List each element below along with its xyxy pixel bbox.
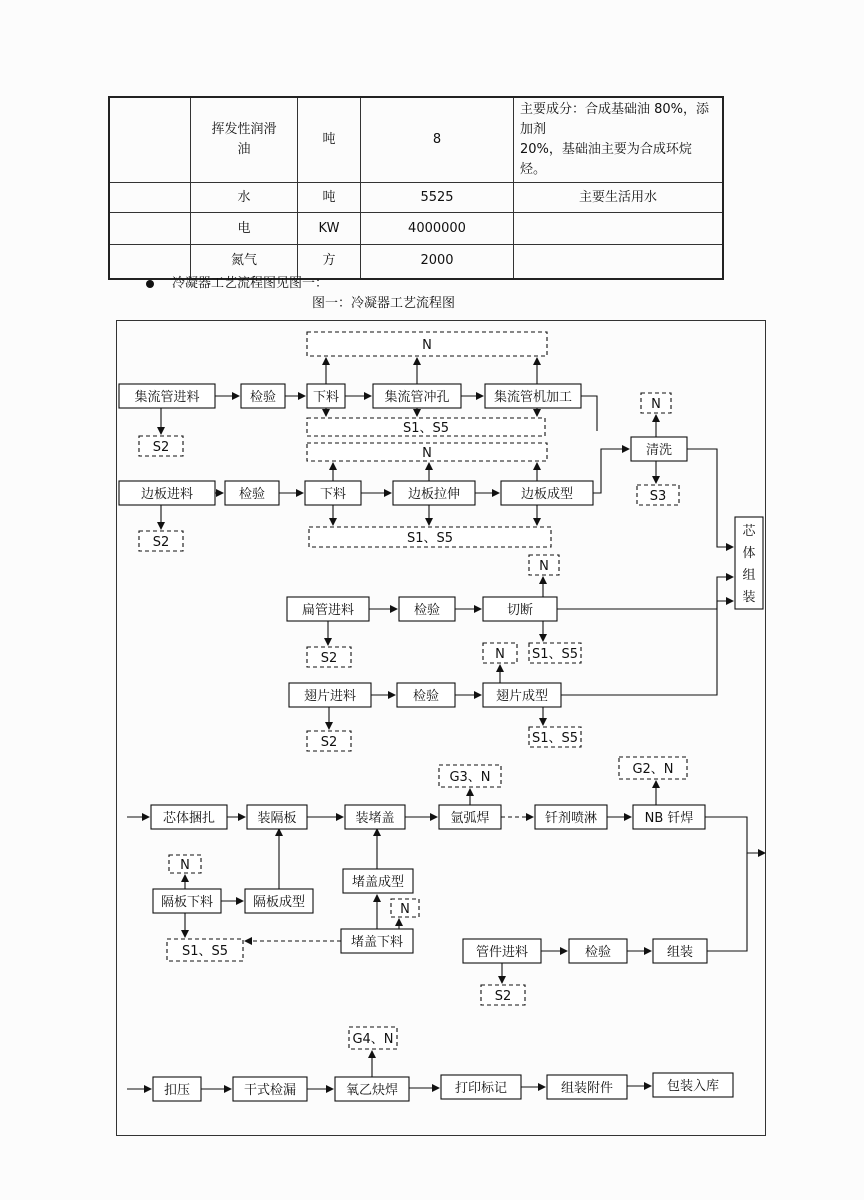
flow-node-nb-brazing: [633, 805, 705, 829]
flow-node-label: 隔板成型: [252, 895, 306, 910]
table-cell: 主要生活用水: [514, 183, 724, 213]
flow-node-label: 清洗: [645, 443, 673, 458]
table-cell: 方: [298, 245, 361, 279]
flow-node-dry-leak-test: [233, 1077, 307, 1101]
figure-caption: 图一：冷凝器工艺流程图: [312, 296, 456, 311]
table-cell: 氮气: [191, 245, 298, 279]
flow-node-assembly: [653, 939, 707, 963]
flow-node-g2n: [619, 757, 687, 779]
flow-node-label: N: [495, 647, 505, 662]
flow-node-label: N: [422, 338, 432, 353]
table-cell: KW: [298, 213, 361, 245]
flow-node-assemble-accessories: [547, 1075, 627, 1099]
flow-node-s1s5-1: [307, 418, 545, 436]
flow-node-flux-spraying: [535, 805, 607, 829]
table-cell: 水: [191, 183, 298, 213]
flow-node-label: S2: [152, 440, 170, 455]
flow-node-label: N: [539, 559, 549, 574]
flow-arrow: [687, 449, 733, 547]
flow-node-core-assembly: [735, 517, 763, 609]
flow-node-print-marking: [441, 1075, 521, 1099]
flow-node-label: 集流管冲孔: [384, 390, 450, 405]
flow-node-label: 组装附件: [560, 1081, 614, 1096]
flow-node-inspect-5: [569, 939, 627, 963]
flow-node-label: N: [180, 858, 190, 873]
flow-node-label-char: 组: [742, 568, 756, 583]
flow-node-label: 装堵盖: [355, 811, 395, 826]
flow-node-label: 装隔板: [257, 811, 297, 826]
flow-node-inspect-3: [399, 597, 455, 621]
table-cell: 8: [361, 97, 514, 183]
flow-arrow: [707, 853, 747, 951]
flow-node-label: G3、N: [449, 770, 491, 785]
flow-node-s2-5: [481, 985, 525, 1005]
table-cell: 吨: [298, 183, 361, 213]
flow-node-label: S1、S5: [181, 944, 229, 959]
flow-node-label: 边板进料: [140, 487, 194, 502]
flow-node-side-stretch: [393, 481, 475, 505]
flow-node-label: G2、N: [632, 762, 674, 777]
flow-node-n-top-1: [307, 332, 547, 356]
flow-node-s2-1: [139, 436, 183, 456]
flow-node-plug-blanking: [341, 929, 413, 953]
flow-node-fitting-feed: [463, 939, 541, 963]
flow-node-label-char: 体: [742, 546, 756, 561]
flow-node-collector-punch: [373, 384, 461, 408]
table-row: [109, 97, 723, 183]
flow-node-core-bundling: [151, 805, 227, 829]
flow-node-label: 芯体捆扎: [162, 811, 216, 826]
flow-node-label: 检验: [584, 945, 612, 960]
flow-node-label: S3: [649, 489, 667, 504]
flow-node-label-char: 装: [742, 590, 756, 605]
flow-node-oxyacetylene-welding: [335, 1077, 409, 1101]
flow-node-label: S1、S5: [406, 531, 454, 546]
flow-node-label: S2: [152, 535, 170, 550]
flow-node-collector-machining: [485, 384, 581, 408]
flow-node-label: 检验: [412, 689, 440, 704]
flow-node-n-flat: [529, 555, 559, 575]
flow-node-fin-feed: [289, 683, 371, 707]
process-flow-diagram: [116, 320, 766, 1136]
flow-node-label: S2: [320, 651, 338, 666]
flow-node-label: 管件进料: [475, 945, 529, 960]
table-cell: [109, 97, 191, 183]
flow-node-inspect-4: [397, 683, 455, 707]
flow-node-plug-forming: [343, 869, 413, 893]
flow-node-label: S1、S5: [402, 421, 450, 436]
flow-node-blanking-2: [305, 481, 361, 505]
flow-node-label: 翅片进料: [303, 689, 357, 704]
flow-node-label: 隔板下料: [160, 895, 214, 910]
flow-node-install-partition: [247, 805, 307, 829]
flow-node-label: G4、N: [352, 1032, 394, 1047]
table-cell: 2000: [361, 245, 514, 279]
flow-node-s2-2: [139, 531, 183, 551]
flow-node-label: 氩弧焊: [450, 811, 490, 826]
flow-node-cutting: [483, 597, 557, 621]
flow-node-inspect-1: [241, 384, 285, 408]
flow-nodes: [119, 332, 763, 1101]
flow-node-s2-4: [307, 731, 351, 751]
flow-node-label: 集流管进料: [134, 390, 200, 405]
flow-node-label: 边板成型: [520, 487, 574, 502]
table-row: [109, 183, 723, 213]
flow-node-s3: [637, 485, 679, 505]
table-cell: 电: [191, 213, 298, 245]
flow-arrow: [561, 601, 733, 695]
flow-node-label: 翅片成型: [495, 689, 549, 704]
flow-node-n-fin: [483, 643, 517, 663]
flow-node-label: 检验: [249, 390, 277, 405]
flow-node-cleaning: [631, 437, 687, 461]
flow-node-flat-tube-feed: [287, 597, 369, 621]
flow-node-n-plug: [391, 899, 419, 917]
flow-node-side-forming: [501, 481, 593, 505]
table-cell: 主要成分：合成基础油 80%，添加剂 20%，基础油主要为合成环烷烃。: [514, 97, 724, 183]
table-cell: 5525: [361, 183, 514, 213]
flow-node-label: 堵盖下料: [350, 935, 404, 950]
flow-node-label: 检验: [413, 603, 441, 618]
table-row: [109, 213, 723, 245]
flow-arrow: [581, 396, 597, 431]
flow-node-label: S1、S5: [531, 731, 579, 746]
flow-node-label: S2: [494, 989, 512, 1004]
flow-node-partition-forming: [245, 889, 313, 913]
flow-node-label: 氧乙炔焊: [345, 1083, 399, 1098]
flow-node-label: 组装: [666, 945, 694, 960]
flow-node-s1s5-5: [167, 939, 243, 961]
flow-node-s2-3: [307, 647, 351, 667]
table-cell: 吨: [298, 97, 361, 183]
flow-node-label: 干式检漏: [243, 1083, 297, 1098]
flow-node-label: S2: [320, 735, 338, 750]
flow-node-g3n: [439, 765, 501, 787]
table-cell: 4000000: [361, 213, 514, 245]
flow-arrow: [557, 577, 733, 609]
flow-node-label: 边板拉伸: [407, 487, 461, 502]
flow-node-n-top-2: [307, 443, 547, 461]
flow-node-install-plug: [345, 805, 405, 829]
flow-node-s1s5-2: [309, 527, 551, 547]
flow-node-label: 切断: [506, 603, 534, 618]
bullet-icon: [146, 280, 154, 288]
flow-node-partition-blanking: [153, 889, 221, 913]
table-cell: [109, 213, 191, 245]
flow-node-label: 检验: [238, 487, 266, 502]
flow-node-label: NB 钎焊: [644, 811, 694, 826]
flow-arrow: [705, 817, 765, 853]
flow-node-fin-forming: [483, 683, 561, 707]
table-cell: [109, 183, 191, 213]
flow-node-label: 扁管进料: [301, 603, 355, 618]
flow-node-collector-feed: [119, 384, 215, 408]
flow-node-inspect-2: [225, 481, 279, 505]
flow-node-label: 钎剂喷淋: [544, 811, 598, 826]
flow-node-n-clean: [641, 393, 671, 413]
flow-node-s1s5-4: [529, 727, 581, 747]
flow-node-crimping: [153, 1077, 201, 1101]
intro-paragraph: [146, 272, 328, 291]
resource-table: [108, 96, 724, 280]
flow-node-label: N: [400, 902, 410, 917]
flow-node-label: 堵盖成型: [351, 875, 405, 890]
flow-node-argon-welding: [439, 805, 501, 829]
flow-node-label: N: [651, 397, 661, 412]
flow-node-g4n: [349, 1027, 397, 1049]
flow-node-label: S1、S5: [531, 647, 579, 662]
flow-node-n-part: [169, 855, 201, 873]
flow-node-label: 下料: [319, 487, 347, 502]
flow-node-label: 打印标记: [454, 1081, 508, 1096]
flow-node-pack-store: [653, 1073, 733, 1097]
intro-text: 冷凝器工艺流程图见图一：: [172, 276, 329, 291]
flow-node-side-feed: [119, 481, 215, 505]
flow-svg: [117, 321, 767, 1137]
flow-node-label-char: 芯: [742, 524, 756, 539]
flow-arrow: [593, 449, 629, 493]
flow-node-label: 包装入库: [666, 1079, 720, 1094]
flow-node-label: 下料: [312, 390, 340, 405]
table-cell: 挥发性润滑 油: [191, 97, 298, 183]
table-cell: [514, 245, 724, 279]
table-cell: [514, 213, 724, 245]
flow-edges: [127, 358, 765, 1089]
flow-node-s1s5-3: [529, 643, 581, 663]
flow-node-blanking-1: [307, 384, 345, 408]
flow-node-label: 扣压: [163, 1083, 191, 1098]
flow-node-label: N: [422, 446, 432, 461]
flow-node-label: 集流管机加工: [493, 390, 573, 405]
